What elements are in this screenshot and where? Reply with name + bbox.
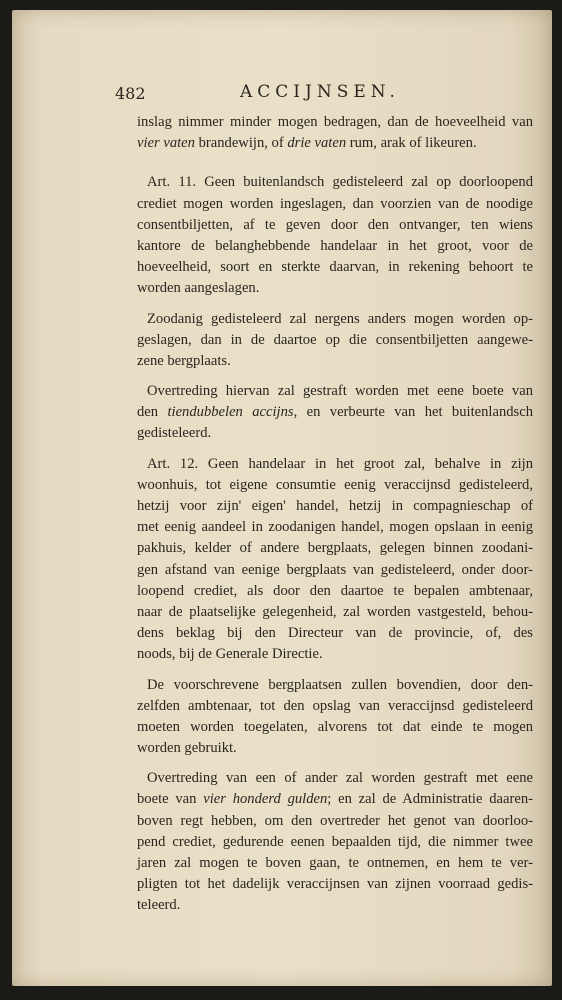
page-header bbox=[115, 82, 515, 106]
text-line: Overtreding van een of ander zal worden gestraft met eene bbox=[147, 770, 533, 787]
paragraph bbox=[137, 172, 533, 299]
text-line: dens beklag bij den Directeur van de provincie, of, des bbox=[137, 625, 533, 642]
paragraph bbox=[137, 675, 533, 760]
text-line: woonhuis, tot eigene consumtie eenig veraccijnsd gedisteleerd, bbox=[137, 476, 533, 493]
text-line: worden aangeslagen. bbox=[137, 280, 260, 297]
text-line: pend crediet, gedurende eenen bepaalden tijd, die nimmer twee bbox=[137, 833, 533, 850]
text-line: zene bergplaats. bbox=[137, 352, 231, 369]
text-line: worden gebruikt. bbox=[137, 740, 237, 757]
text-line: pligten tot het dadelijk veraccijnsen van zijnen voorraad gedis- bbox=[137, 876, 533, 893]
paragraph bbox=[137, 381, 533, 445]
text-line: hoeveelheid, soort en sterkte daarvan, in rekening behoort te bbox=[137, 259, 533, 276]
running-title: ACCIJNSEN. bbox=[240, 82, 400, 102]
text-line: naar de plaatselijke gelegenheid, zal worden vastgesteld, behou- bbox=[137, 603, 533, 620]
text-line: inslag nimmer minder mogen bedragen, dan de hoeveelheid van bbox=[137, 114, 533, 130]
text-line: De voorschrevene bergplaatsen zullen bovendien, door den- bbox=[147, 676, 533, 693]
text-line: Zoodanig gedisteleerd zal nergens anders mogen worden op- bbox=[147, 310, 533, 327]
text-line: vier vaten brandewijn, of drie vaten rum, arak of likeuren. bbox=[137, 135, 477, 152]
text-line: consentbiljetten, af te geven door den ontvanger, ten wiens bbox=[137, 216, 533, 233]
text-line: hetzij voor zijn' eigen' handel, hetzij in compagnieschap of bbox=[137, 498, 533, 514]
text-line: den tiendubbelen accijns, en verbeurte van het buitenlandsch bbox=[137, 404, 533, 421]
text-line: Overtreding hiervan zal gestraft worden met eene boete van bbox=[147, 383, 533, 400]
body-text bbox=[137, 112, 533, 917]
text-line: Art. 11. Geen buitenlandsch gedisteleerd zal op doorloopend bbox=[147, 174, 533, 191]
text-line: met eenig aandeel in zoodanigen handel, mogen opslaan in eenig bbox=[137, 519, 533, 536]
paragraph bbox=[137, 112, 533, 154]
paragraph bbox=[137, 309, 533, 373]
text-line: pakhuis, kelder of andere bergplaats, gelegen binnen zoodani- bbox=[137, 540, 533, 557]
text-line: loopend crediet, als door den daartoe te bepalen ambtenaar, bbox=[137, 582, 533, 599]
text-line: boven regt hebben, om den overtreder het genot van doorloo- bbox=[137, 812, 533, 829]
text-line: Art. 12. Geen handelaar in het groot zal, behalve in zijn bbox=[147, 455, 533, 472]
text-line: jaren zal mogen te boven gaan, te ontnemen, en hem te ver- bbox=[137, 855, 533, 871]
text-line: noods, bij de Generale Directie. bbox=[137, 646, 323, 663]
page-number: 482 bbox=[115, 84, 146, 103]
text-line: kantore de belanghebbende handelaar in het groot, voor de bbox=[137, 237, 533, 254]
text-line: geslagen, dan in de daartoe op die consentbiljetten aangewe- bbox=[137, 331, 533, 348]
text-line: teleerd. bbox=[137, 897, 181, 914]
text-line: boete van vier honderd gulden; en zal de Administratie daaren- bbox=[137, 791, 533, 808]
text-line: gen afstand van eenige bergplaats van gedisteleerd, onder door- bbox=[137, 561, 533, 578]
paragraph bbox=[137, 768, 533, 916]
text-line: zelfden ambtenaar, tot den opslag van veraccijnsd gedisteleerd bbox=[137, 697, 533, 714]
paragraph bbox=[137, 454, 533, 666]
text-line: gedisteleerd. bbox=[137, 425, 212, 442]
text-line: crediet mogen worden ingeslagen, dan voorzien van de noodige bbox=[137, 195, 533, 212]
text-line: moeten worden toegelaten, alvorens tot dat einde te mogen bbox=[137, 718, 533, 735]
